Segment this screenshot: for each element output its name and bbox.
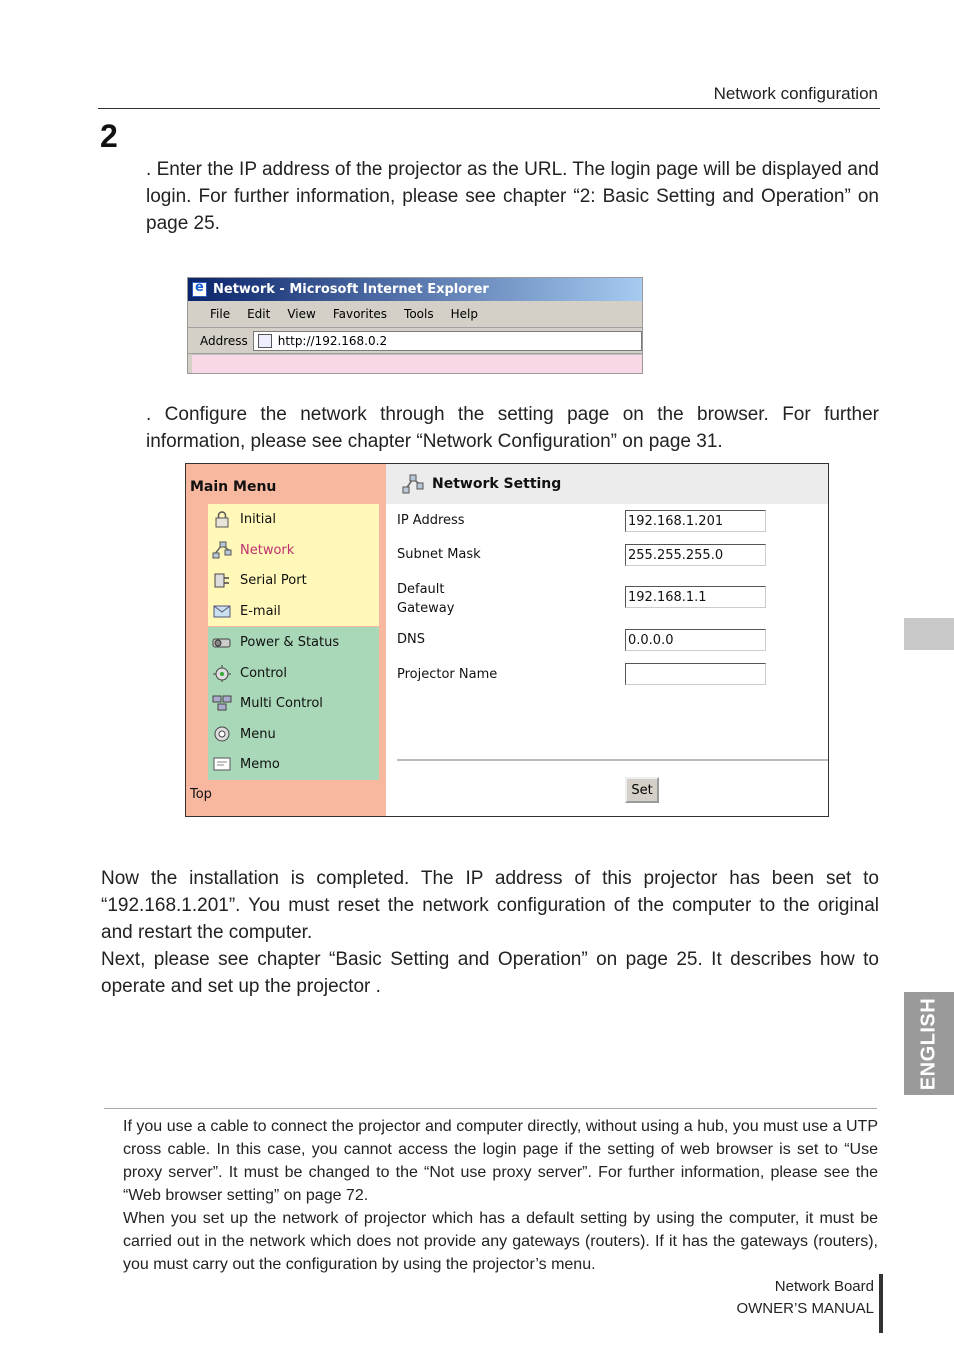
multi-control-icon	[212, 694, 232, 712]
language-tab	[904, 992, 954, 1095]
menu-icon	[212, 725, 232, 743]
language-tab-label: ENGLISH	[917, 997, 940, 1090]
default-gateway-input[interactable]	[625, 586, 766, 608]
menu-label-network: Network	[240, 542, 295, 558]
menu-file[interactable]: File	[210, 307, 231, 321]
form-divider	[397, 759, 828, 761]
menu-item-initial[interactable]	[208, 504, 379, 534]
menu-item-network[interactable]	[208, 535, 379, 565]
menu-label-email: E-mail	[240, 603, 281, 619]
network-setting-header	[386, 464, 828, 504]
next-step-text: Next, please see chapter “Basic Setting and Operation” on page 25. It describes how to operate and set up the projector .	[101, 949, 879, 997]
menu-item-memo[interactable]	[208, 749, 379, 779]
menu-item-control[interactable]	[208, 658, 379, 688]
ip-address-input[interactable]	[625, 510, 766, 532]
step-text-2: . Configure the network through the setting page on the browser. For further information, please see chapter “Network Configuration” on page 31.	[146, 404, 879, 452]
footer-manual: OWNER’S MANUAL	[736, 1300, 874, 1317]
menu-tools[interactable]: Tools	[404, 307, 434, 321]
menu-group-network	[208, 504, 379, 626]
step-text-1: . Enter the IP address of the projector as the URL. The login page will be displayed and login. For further information, please see chapter “2: Basic Setting and Operation” on page 25.	[146, 159, 879, 234]
browser-window	[187, 277, 643, 374]
top-link[interactable]: Top	[190, 787, 212, 802]
menu-label-initial: Initial	[240, 511, 276, 527]
footer-product: Network Board	[774, 1278, 874, 1295]
running-header: Network configuration	[713, 84, 878, 103]
projector-icon	[212, 633, 232, 651]
menu-item-serial-port[interactable]	[208, 565, 379, 595]
default-gateway-label	[397, 580, 454, 618]
step-number: 2	[100, 118, 118, 154]
network-setting-title: Network Setting	[432, 476, 562, 492]
menu-label-control: Control	[240, 665, 287, 681]
note-text-2: When you set up the network of projector which has a default setting by using the computer, it must be carried out in the network which does not provide any gateways (routers). If it has the gateways (routers), you must carry out the configuration by using the projector’s menu.	[123, 1210, 878, 1273]
default-gateway-label-line2: Gateway	[397, 601, 455, 616]
footer-bar	[879, 1274, 883, 1333]
ip-address-label: IP Address	[397, 513, 465, 528]
menu-label-multi-control: Multi Control	[240, 695, 323, 711]
menu-edit[interactable]: Edit	[247, 307, 271, 321]
menu-view[interactable]: View	[287, 307, 316, 321]
header-rule	[98, 108, 880, 109]
note-text-1: If you use a cable to connect the projector and computer directly, without using a hub, you must use a UTP cross cable. In this case, you cannot access the login page if the setting of web browser is set to “Use proxy server”. It must be changed to the “Not use proxy server”. For further information, please see the “Web browser setting” on page 72.	[123, 1118, 878, 1204]
address-url: http://192.168.0.2	[277, 333, 388, 348]
network-setting-panel	[185, 463, 829, 817]
menu-label-power-status: Power & Status	[240, 634, 340, 650]
dns-label: DNS	[397, 632, 425, 647]
menu-help[interactable]: Help	[450, 307, 478, 321]
menu-label-menu: Menu	[240, 726, 276, 742]
projector-name-label: Projector Name	[397, 667, 498, 682]
browser-titlebar	[188, 278, 642, 301]
menu-favorites[interactable]: Favorites	[332, 307, 388, 321]
serial-port-icon	[212, 571, 232, 589]
completion-paragraph	[101, 865, 879, 1000]
default-gateway-label-line1: Default	[397, 582, 445, 597]
lock-icon	[212, 510, 232, 528]
page-icon	[258, 334, 272, 348]
subnet-mask-label: Subnet Mask	[397, 547, 481, 562]
menu-item-power-status[interactable]	[208, 627, 379, 657]
subnet-mask-input[interactable]	[625, 544, 766, 566]
step-paragraph-2	[146, 401, 879, 455]
menu-group-projector	[208, 627, 379, 780]
dns-input[interactable]	[625, 629, 766, 651]
address-label: Address	[200, 333, 248, 348]
main-menu-sidebar	[186, 464, 386, 816]
menu-item-menu[interactable]	[208, 719, 379, 749]
browser-menubar	[188, 301, 642, 328]
note-rule	[104, 1108, 877, 1109]
network-icon	[212, 541, 232, 559]
menu-item-multi-control[interactable]	[208, 688, 379, 718]
email-icon	[212, 602, 232, 620]
network-setting-main	[386, 464, 828, 816]
set-button[interactable]: Set	[625, 777, 659, 803]
ie-icon	[192, 282, 207, 297]
menu-label-memo: Memo	[240, 756, 280, 772]
note-block	[123, 1115, 878, 1276]
main-menu-title: Main Menu	[190, 479, 277, 495]
memo-icon	[212, 755, 232, 773]
completion-text: Now the installation is completed. The IP address of this projector has been set to “192.168.1.201”. You must reset the network configuration of the computer to the original and restart the computer.	[101, 868, 879, 943]
menu-item-email[interactable]	[208, 596, 379, 626]
address-input[interactable]	[253, 331, 642, 351]
step-paragraph-1	[146, 156, 879, 237]
menu-label-serial-port: Serial Port	[240, 572, 307, 588]
browser-addressbar	[188, 328, 642, 354]
browser-content	[192, 354, 642, 374]
section-tab	[904, 618, 954, 650]
control-icon	[212, 664, 232, 682]
network-icon	[402, 474, 424, 494]
projector-name-input[interactable]	[625, 663, 766, 685]
browser-title: Network - Microsoft Internet Explorer	[213, 282, 489, 297]
